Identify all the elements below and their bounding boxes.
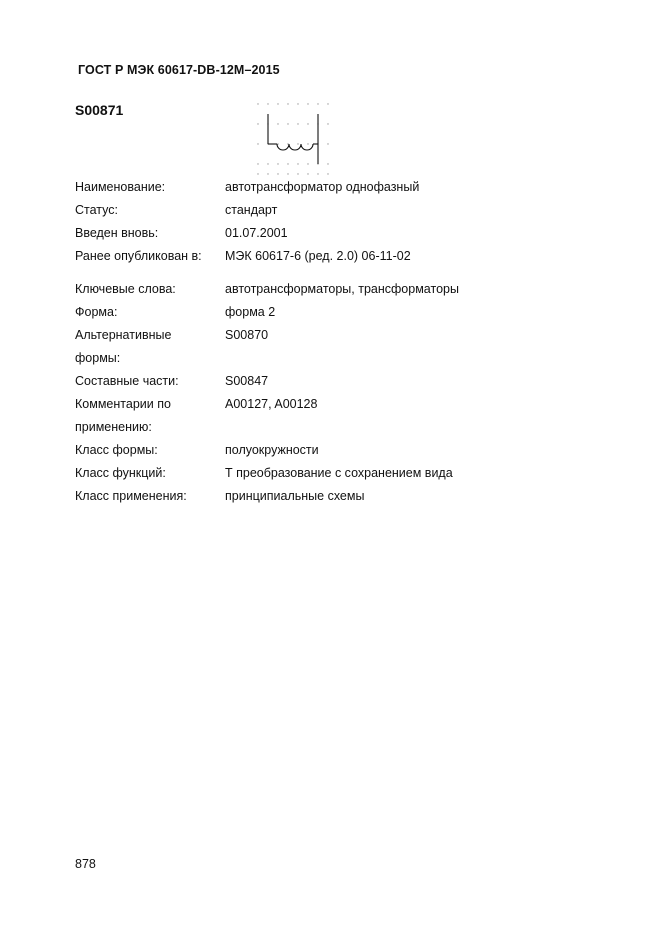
- document-header: ГОСТ Р МЭК 60617-DB-12М–2015: [78, 63, 280, 77]
- field-value: стандарт: [225, 203, 278, 217]
- field-value: 01.07.2001: [225, 226, 288, 240]
- field-label: Составные части:: [75, 374, 179, 388]
- field-label: Наименование:: [75, 180, 166, 194]
- field-label: Альтернативные: [75, 328, 172, 342]
- field-label: Ключевые слова:: [75, 282, 176, 296]
- field-label: Ранее опубликован в:: [75, 249, 202, 263]
- field-value: S00870: [225, 328, 269, 342]
- field-value: автотрансформатор однофазный: [225, 180, 420, 194]
- field-value: МЭК 60617-6 (ред. 2.0) 06-11-02: [225, 249, 411, 263]
- field-value: Т преобразование с сохранением вида: [225, 466, 453, 480]
- field-value: A00127, A00128: [225, 397, 318, 411]
- page-number: 878: [75, 857, 96, 871]
- field-value: S00847: [225, 374, 269, 388]
- field-value: полуокружности: [225, 443, 319, 457]
- field-value: автотрансформаторы, трансформаторы: [225, 282, 459, 296]
- symbol-code: S00871: [75, 102, 124, 118]
- field-label: Класс применения:: [75, 489, 187, 503]
- field-value: форма 2: [225, 305, 276, 319]
- field-label: Форма:: [75, 305, 118, 319]
- field-label: Класс функций:: [75, 466, 166, 480]
- field-label: Класс формы:: [75, 443, 158, 457]
- field-label: Комментарии по: [75, 397, 171, 411]
- field-label: применению:: [75, 420, 152, 434]
- field-label: формы:: [75, 351, 121, 365]
- single-phase-autotransformer-icon: [255, 102, 333, 176]
- field-label: Статус:: [75, 203, 118, 217]
- field-label: Введен вновь:: [75, 226, 159, 240]
- field-value: принципиальные схемы: [225, 489, 365, 503]
